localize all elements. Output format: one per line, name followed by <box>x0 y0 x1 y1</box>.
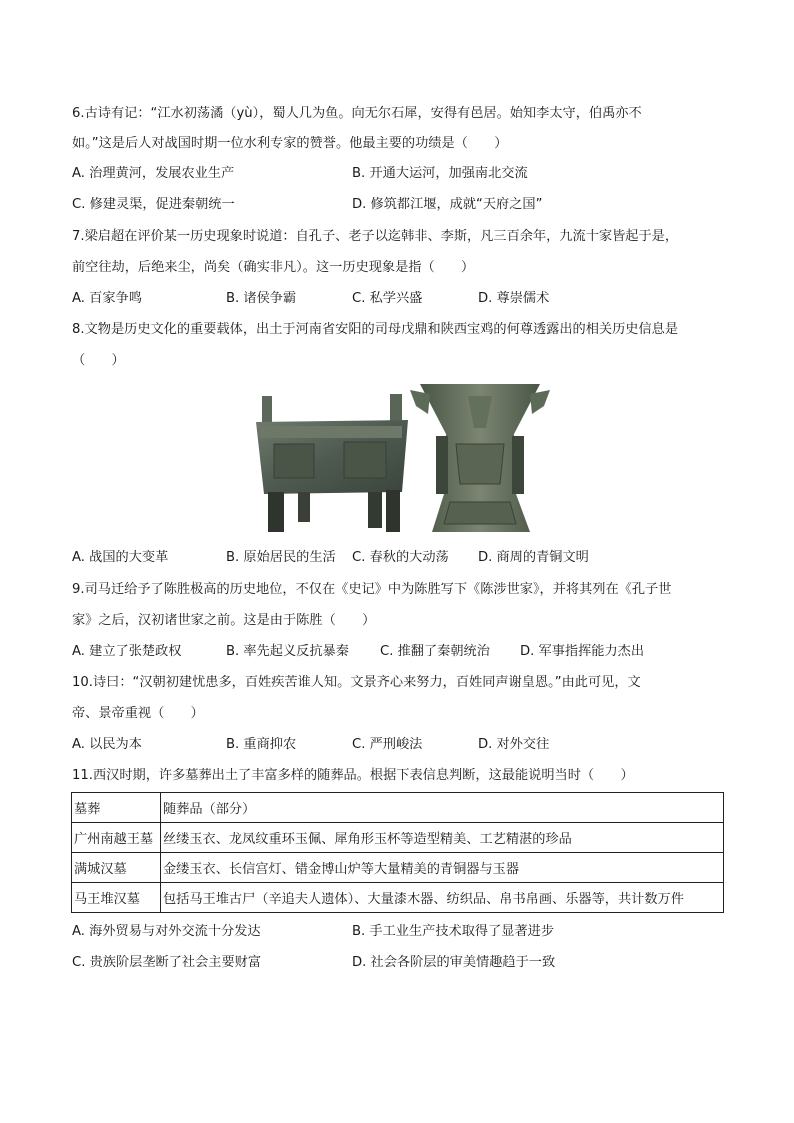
q7-stem-line1: 7.梁启超在评价某一历史现象时说道：自孔子、老子以迄韩非、李斯，凡三百余年，九流十家皆起于是， <box>72 229 679 244</box>
bronze-zun-image <box>410 384 550 532</box>
q9-option-d: D. 军事指挥能力杰出 <box>520 644 645 659</box>
q10-stem-line2: 帝、景帝重视（ ） <box>72 706 204 721</box>
bronze-artifacts-figure <box>250 374 550 544</box>
table-cell: 广州南越王墓 <box>72 823 161 853</box>
table-row <box>72 853 724 883</box>
bronze-ding-image <box>256 394 408 532</box>
q10-option-d: D. 对外交往 <box>478 737 550 752</box>
table-row <box>72 823 724 853</box>
q9-option-a: A. 建立了张楚政权 <box>72 644 182 659</box>
table-cell: 马王堆汉墓 <box>72 883 161 913</box>
q7-option-d: D. 尊崇儒术 <box>478 291 550 306</box>
q8-stem-line1: 8.文物是历史文化的重要载体，出土于河南省安阳的司母戊鼎和陕西宝鸡的何尊透露出的相关历史信息是 <box>72 322 679 337</box>
table-cell: 丝缕玉衣、龙凤纹重环玉佩、犀角形玉杯等造型精美、工艺精湛的珍品 <box>161 823 724 853</box>
q10-option-a: A. 以民为本 <box>72 737 142 752</box>
q9-stem-line2: 家》之后，汉初诸世家之前。这是由于陈胜（ ） <box>72 613 376 628</box>
q6-option-d: D. 修筑都江堰，成就“天府之国” <box>352 197 543 212</box>
q10-stem-line1: 10.诗曰：“汉朝初建忧患多，百姓疾苦谁人知。文景齐心来努力，百姓同声谢皇恩。”由此可见，文 <box>72 675 641 690</box>
q11-option-b: B. 手工业生产技术取得了显著进步 <box>352 924 555 939</box>
table-header-cell: 随葬品（部分） <box>161 793 724 823</box>
table-cell: 金缕玉衣、长信宫灯、错金博山炉等大量精美的青铜器与玉器 <box>161 853 724 883</box>
q11-option-c: C. 贵族阶层垄断了社会主要财富 <box>72 955 262 970</box>
q8-option-c: C. 春秋的大动荡 <box>352 550 449 565</box>
q6-option-c: C. 修建灵渠，促进秦朝统一 <box>72 197 235 212</box>
q11-option-a: A. 海外贸易与对外交流十分发达 <box>72 924 261 939</box>
table-cell: 包括马王堆古尸（辛追夫人遗体）、大量漆木器、纺织品、帛书帛画、乐器等，共计数万件 <box>161 883 724 913</box>
table-row <box>72 883 724 913</box>
q8-stem-line2: （ ） <box>72 353 125 368</box>
q11-option-d: D. 社会各阶层的审美情趣趋于一致 <box>352 955 556 970</box>
q7-stem-line2: 前空往劫，后绝来尘，尚矣（确实非凡）。这一历史现象是指（ ） <box>72 260 475 275</box>
q8-option-d: D. 商周的青铜文明 <box>478 550 589 565</box>
q6-stem-line1: 6.古诗有记：“江水初荡潏（yù），蜀人几为鱼。向无尔石犀，安得有邑居。始知李太守，伯禹亦不 <box>72 106 642 121</box>
table-header-row <box>72 793 724 823</box>
q6-stem-line2: 如。”这是后人对战国时期一位水利专家的赞誉。他最主要的功绩是（ ） <box>72 136 508 151</box>
table-cell: 满城汉墓 <box>72 853 161 883</box>
q8-option-a: A. 战国的大变革 <box>72 550 169 565</box>
q7-option-a: A. 百家争鸣 <box>72 291 142 306</box>
q9-option-c: C. 推翻了秦朝统治 <box>380 644 490 659</box>
q6-option-b: B. 开通大运河，加强南北交流 <box>352 166 528 181</box>
q8-option-b: B. 原始居民的生活 <box>226 550 336 565</box>
burial-goods-table <box>71 792 724 913</box>
q7-option-b: B. 诸侯争霸 <box>226 291 297 306</box>
q9-option-b: B. 率先起义反抗暴秦 <box>226 644 349 659</box>
q10-option-b: B. 重商抑农 <box>226 737 297 752</box>
q11-stem-line1: 11.西汉时期，许多墓葬出土了丰富多样的随葬品。根据下表信息判断，这最能说明当时（ ） <box>72 768 634 783</box>
q7-option-c: C. 私学兴盛 <box>352 291 423 306</box>
table-header-cell: 墓葬 <box>72 793 161 823</box>
q9-stem-line1: 9.司马迁给予了陈胜极高的历史地位，不仅在《史记》中为陈胜写下《陈涉世家》，并将其列在《孔子世 <box>72 582 672 597</box>
q6-option-a: A. 治理黄河，发展农业生产 <box>72 166 235 181</box>
q10-option-c: C. 严刑峻法 <box>352 737 423 752</box>
